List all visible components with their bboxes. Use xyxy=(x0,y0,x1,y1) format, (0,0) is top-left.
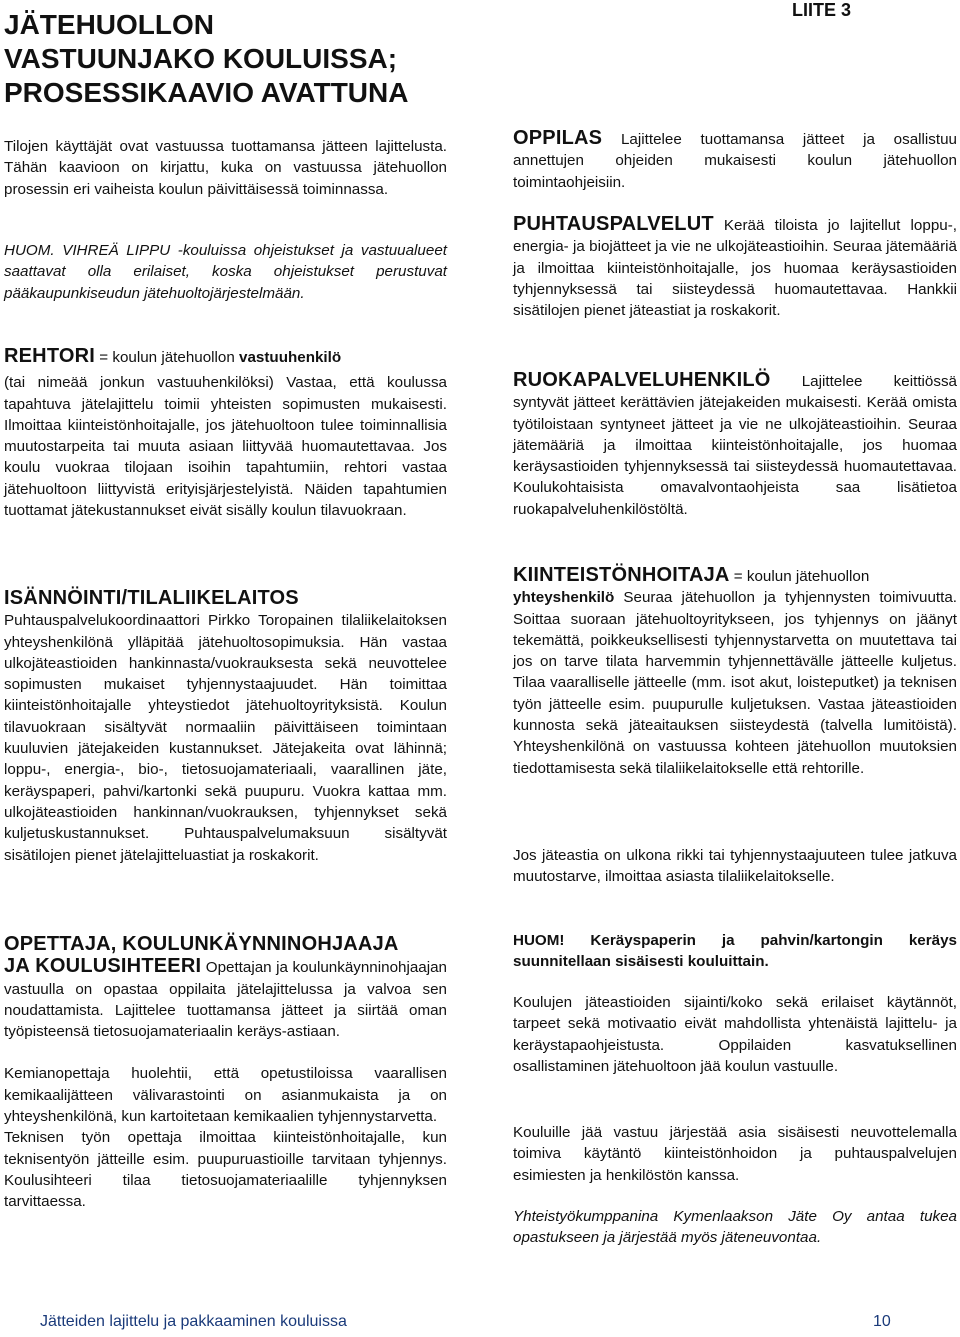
puhtaus-paragraph xyxy=(513,214,957,321)
sijainti-text: Koulujen jäteastioiden sijainti/koko sekä erilaiset käytännöt, tarpeet sekä motivaatio eivät mahdollista yhtenäistä lajittelu- ja keräystapaohjeistusta. Oppilaiden kasvatuksellinen osallistaminen jätehuoltoon jää koulun vastuulle. xyxy=(513,994,957,1075)
appendix-label: LIITE 3 xyxy=(792,0,852,20)
huom-bold-note xyxy=(513,930,957,973)
sijainti-paragraph xyxy=(513,992,957,1077)
footer-title: Jätteiden lajittelu ja pakkaaminen kouluissa xyxy=(40,1313,347,1330)
huom-text: HUOM. VIHREÄ LIPPU -kouluissa ohjeistukset ja vastuualueet saattavat olla erilaiset, koska ohjeistukset perustuvat pääkaupunkiseudun jätehuoltojärjestelmään. xyxy=(4,242,447,302)
kiinteisto-lead-bold: yhteyshenkilö xyxy=(513,589,615,607)
ruoka-section xyxy=(513,370,957,520)
rehtori-heading: REHTORI xyxy=(4,345,96,367)
isannointi-paragraph xyxy=(4,588,447,866)
rehtori-body: (tai nimeää jonkun vastuuhenkilöksi) Vastaa, että koulussa tapahtuva jätelajittelu toimii yhteisten sopimusten mukaisesti. Ilmoittaa kiinteistönhoitajalle, jos jätehuoltoon tulee toiminnallisia muutostarpeita tai muuta asiaan liittyvää huomautettavaa. Jos koulu vuokraa tilojaan isoihin tapahtumiin, rehtori vastaa jätehuoltoon liittyvistä erityisjärjestelyistä. Näiden tapahtumien tuottamat jätekustannukset eivät sisälly koulun tilavuokraan. xyxy=(4,374,447,520)
rehtori-lead-text: = koulun jätehuollon xyxy=(95,349,240,366)
title-line-1: JÄTEHUOLLON xyxy=(4,9,214,40)
huom-note xyxy=(4,240,447,304)
rehtori-lead-bold: vastuuhenkilö xyxy=(239,349,342,366)
isannointi-heading: ISÄNNÖINTI/TILALIIKELAITOS xyxy=(4,587,299,609)
page-number: 10 xyxy=(873,1313,891,1330)
kiinteisto-body: Seuraa jätehuollon ja tyhjennysten toimivuutta. Soittaa suoraan jätehuoltoyritykseen, jos tyhjennys on jäänyt tekemättä, poikkeuksellisesti tyhjennystarvetta on muutettava tai jos on tarve tilata harvemmin tyhjennettävälle jätteelle kuljetus. Tilaa vaaralliselle jätteelle (mm. isot akut, loisteputket) ja teknisen työn jätteelle esim. puupurulle kuljetuksen. Vastaa jäteastioiden kunnosta sekä jäteaitauksen siisteydestä (talvella lumitöistä). Yhteyshenkilönä on vastuussa kohteen jätehuollon muutoksien tiedottamisesta sekä tilaliikelaitokselle että rehtorille. xyxy=(513,589,957,777)
kiinteisto-lead-text: = koulun jätehuollon xyxy=(729,568,870,585)
huom-bold-text: HUOM! Keräyspaperin ja pahvin/kartongin keräys suunnitellaan sisäisesti kouluittain. xyxy=(513,932,957,971)
opettaja-heading-2: JA KOULUSIHTEERI xyxy=(4,955,202,978)
title-line-2: VASTUUNJAKO KOULUISSA; xyxy=(4,43,398,74)
rehtori-section xyxy=(4,346,447,521)
opettaja-paragraph xyxy=(4,956,447,1042)
kouluille-paragraph xyxy=(513,1122,957,1186)
ulkona-paragraph xyxy=(513,845,957,888)
page-title xyxy=(4,8,464,110)
kouluille-text: Kouluille jää vastuu järjestää asia sisäisesti neuvottelemalla toimiva käytäntö kiinteistönhoidon ja puhtauspalvelujen esimiesten ja henkilöstön kanssa. xyxy=(513,1124,957,1184)
opettaja-body: Opettajan ja koulunkäynninohjaajan vastuulla on opastaa oppilaita jätelajittelussa ja valvoa sen noudattamista. Lajittelee tuottamansa jätteet ja siirtää oman työpisteensä tietosuojamateriaalin keräys-astiaan. xyxy=(4,959,448,1041)
yhteistyo-paragraph xyxy=(513,1206,957,1249)
ruoka-heading: RUOKAPALVELUHENKILÖ xyxy=(513,369,771,391)
opettaja-heading-1: OPETTAJA, KOULUNKÄYNNINOHJAAJA xyxy=(4,933,399,955)
isannointi-section xyxy=(4,588,447,866)
kiinteisto-section xyxy=(513,565,957,779)
oppilas-body: Lajittelee tuottamansa jätteet ja osallistuu annettujen ohjeiden mukaisesti koulun jätehuollon toimintaohjeisiin. xyxy=(513,131,957,191)
ulkona-text: Jos jäteastia on ulkona rikki tai tyhjennystaajuuteen tulee jatkuva muutostarve, ilmoittaa asiasta tilaliikelaitokselle. xyxy=(513,847,957,886)
oppilas-section xyxy=(513,128,957,193)
yhteistyo-text: Yhteistyökumppanina Kymenlaakson Jäte Oy antaa tukea opastukseen ja järjestää myös jäteneuvontaa. xyxy=(513,1208,957,1247)
intro-text: Tilojen käyttäjät ovat vastuussa tuottamansa jätteen lajittelusta. Tähän kaavioon on kirjattu, kuka on vastuussa jätehuollon prosessin eri vaiheista koulun päivittäisessä toiminnassa. xyxy=(4,138,447,198)
opettaja-section xyxy=(4,934,447,1213)
intro-paragraph xyxy=(4,136,447,200)
kemia-paragraph: Kemianopettaja huolehtii, että opetustiloissa vaarallisen kemikaalijätteen välivarastointi on asianmukaista ja on yhteyshenkilönä, kun kartoitetaan kemikaalien tyhjennystarvetta. xyxy=(4,1065,447,1126)
title-line-3: PROSESSIKAAVIO AVATTUNA xyxy=(4,77,409,108)
ruoka-body: Lajittelee keittiössä syntyvät jätteet kerättävien jätejakeiden mukaisesti. Kerää omista työtiloistaan syntyneet jätteet ja vie ne ulkojäteastioihin. Seuraa jätemääriä ja ilmoittaa kiinteistönhoitajalle, jos huomaa keräysastioiden tyhjennyksessä tai siisteydessä huomautettavaa. Koulukohtaisista omavalvontaohjeista saa lisätietoa ruokapalveluhenkilöstöltä. xyxy=(513,373,957,518)
kiinteisto-paragraph xyxy=(513,587,957,779)
puhtaus-heading: PUHTAUSPALVELUT xyxy=(513,213,714,235)
oppilas-paragraph xyxy=(513,128,957,193)
ruoka-paragraph xyxy=(513,370,957,520)
kiinteisto-heading: KIINTEISTÖNHOITAJA xyxy=(513,564,730,586)
tekninen-paragraph: Teknisen työn opettaja ilmoittaa kiinteistönhoitajalle, kun teknisentyön jätteille esim. puupuruastioille tarvitaan tyhjennys. Koulusihteeri tilaa tietosuojamateriaalille tyhjennyksen tarvittaessa. xyxy=(4,1129,447,1211)
puhtaus-section xyxy=(513,214,957,321)
oppilas-heading: OPPILAS xyxy=(513,127,603,149)
puhtaus-body: Kerää tiloista jo lajitellut loppu-, energia- ja biojätteet ja vie ne ulkojäteastioihin. Seuraa jätemääriä ja ilmoittaa kiinteistönhoitajalle, jos huomaa keräysastioiden tyhjennyksessä tai siisteydessä huomautettavaa. Hankkii sisätilojen pienet jäteastiat ja roskakorit. xyxy=(513,217,957,320)
opettaja-heading-line1 xyxy=(4,934,447,956)
isannointi-body: Puhtauspalvelukoordinaattori Pirkko Toropainen tilaliikelaitoksen yhteyshenkilönä ylläpitää jätehuoltosopimuksia. Hän vastaa ulkojäteastioiden hankinnasta/vuokrauksesta sekä neuvottelee sopimusten mukaiset tyhjennystaajuudet. Hän toimittaa kiinteistönhoitajalle yhteystiedot jätehuoltoyrityksistä. Koulun tilavuokraan sisältyvät normaaliin päivittäiseen toimintaan kuuluvien jätejakeiden kustannukset. Jätejakeita ovat lähinnä; loppu-, energia-, bio-, tietosuojamateriaali, vaarallinen jäte, keräyspaperi, pahvi/kartonki sekä puupuru. Vuokra kattaa mm. ulkojäteastioiden hankinnan/vuokrauksen, tyhjennykset sekä kuljetuskustannukset. Puhtauspalvelumaksuun sisältyvät sisätilojen pienet jätelajitteluastiat ja roskakorit. xyxy=(4,612,447,864)
kiinteisto-lead xyxy=(513,565,957,587)
rehtori-lead xyxy=(4,346,447,368)
